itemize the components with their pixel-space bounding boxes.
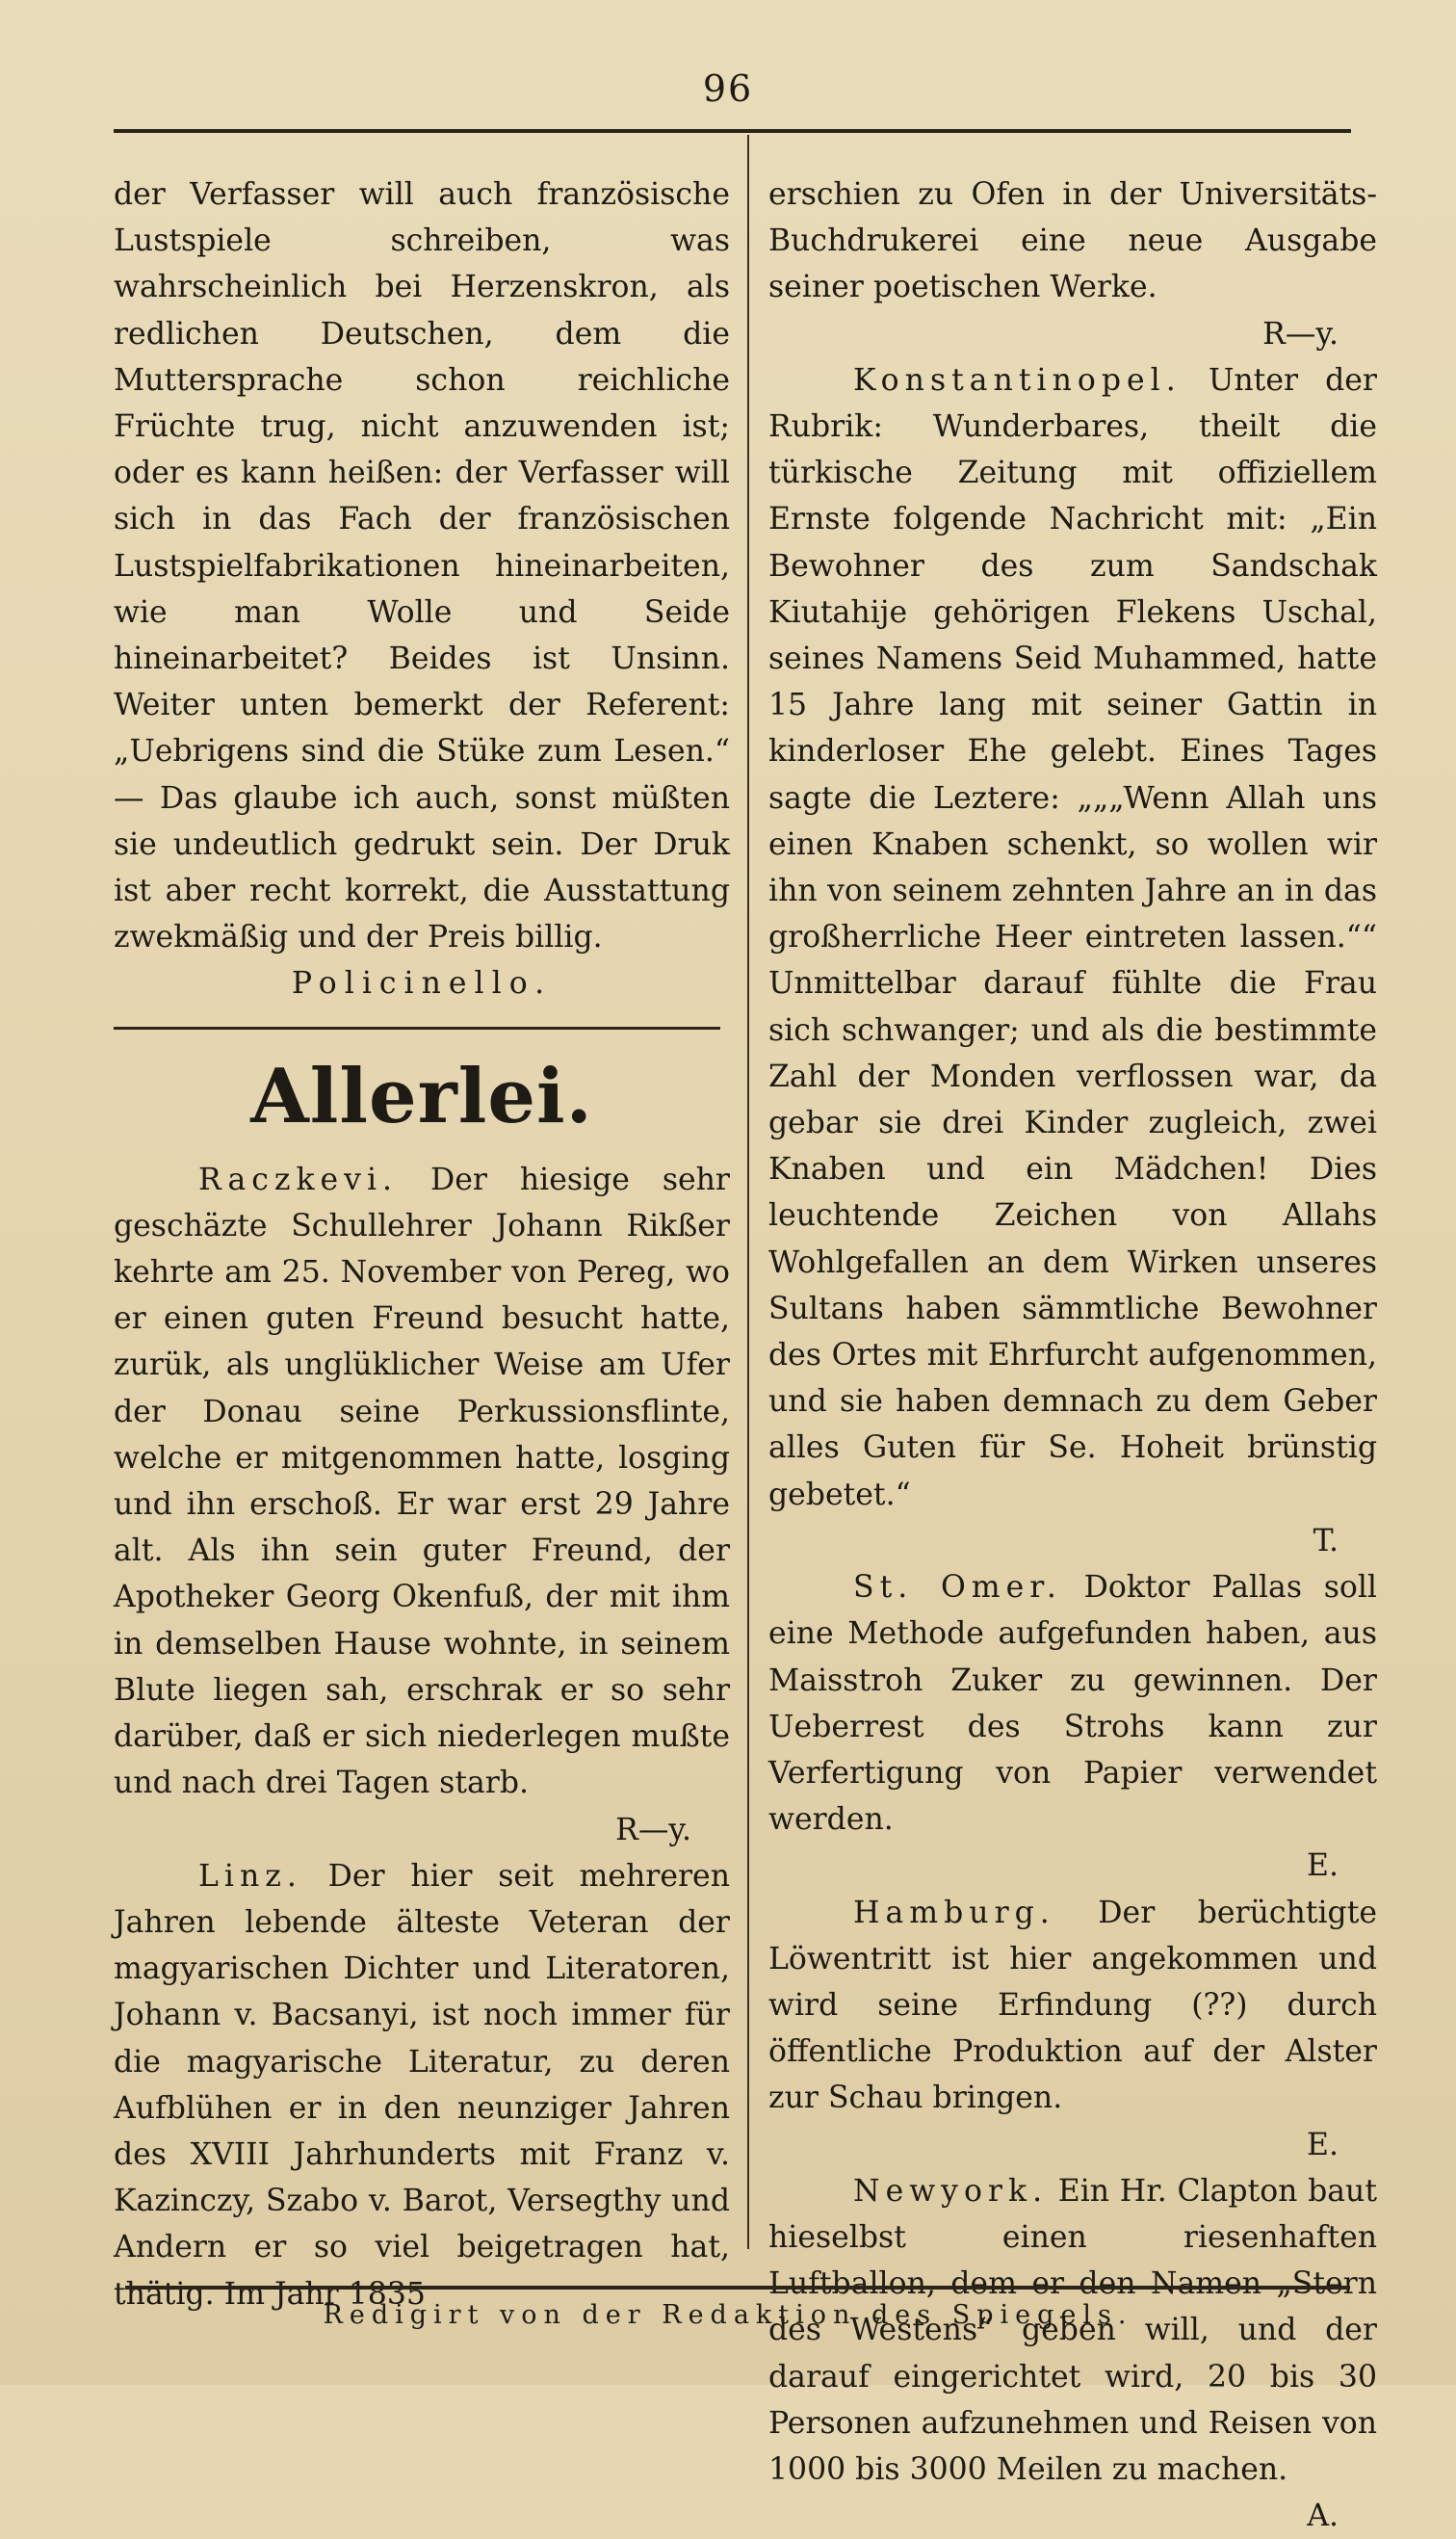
news-item-linz [114,1853,730,2317]
right-column [768,171,1377,2539]
left-column [114,171,730,2317]
news-item-hamburg [768,1890,1377,2122]
news-item-konstantinopel [768,357,1377,1518]
review-signature: Policinello. [291,966,553,1002]
news-signature: R—y. [1262,316,1339,352]
news-place: Linz. [198,1858,302,1894]
column-divider [747,135,749,2249]
news-signature: A. [1307,2499,1339,2534]
news-item-raczkevi [114,1157,730,1807]
news-place: Raczkevi. [198,1162,399,1197]
news-text: Doktor Pallas soll eine Methode aufgefunden haben, aus Maisstroh Zuker zu gewinnen. Der Ueberrest des Strohs kann zur Verfertigung von Papier verwendet werden. [768,1570,1377,1838]
footer-imprint: Redigirt von der Redaktion des Spiegels. [323,2300,1133,2330]
page-number: 96 [702,67,754,110]
news-signature: R—y. [615,1812,691,1847]
news-text: Der berüchtigte Löwentritt ist hier angekommen und wird seine Erfindung (??) durch öffentliche Produktion auf der Alster zur Schau bringen. [768,1895,1378,2116]
news-text: Der hier seit mehreren Jahren lebende älteste Veteran der magyarischen Dichter und Literatoren, Johann v. Bacsanyi, ist noch immer für die magyarische Literatur, zu deren Aufblühen er in den neunziger Jahren des XVIII Jahrhunderts mit Franz v. Kazinczy, Szabo v. Barot, Versegthy und Andern er so viel beigetragen hat, thätig. Im Jahr 1835 [114,1858,730,2312]
news-place: Hamburg. [853,1895,1055,1930]
news-place: Newyork. [853,2173,1049,2209]
news-item-st-omer [768,1564,1377,1843]
news-item-newyork [768,2168,1377,2493]
news-signature: E. [1306,2127,1339,2162]
footer-rule [125,2286,1350,2290]
news-place: Konstantinopel. [853,362,1182,398]
review-continuation: der Verfasser will auch französische Lustspiele schreiben, was wahrscheinlich bei Herzenskron, als redlichen Deutschen, dem die Muttersprache schon reichliche Früchte trug, nicht anzuwenden ist; oder es kann heißen: der Verfasser will sich in das Fach der französischen Lustspielfabrikationen hineinarbeiten, wie man Wolle und Seide hineinarbeitet? Beides ist Unsinn. Weiter unten bemerkt der Referent: „Uebrigens sind die Stüke zum Lesen.“ — Das glaube ich auch, sonst müßten sie undeutlich gedrukt sein. Der Druk ist aber recht korrekt, die Ausstattung zwekmäßig und der Preis billig. [114,177,730,955]
news-text: Unter der Rubrik: Wunderbares, theilt die türkische Zeitung mit offiziellem Ernste folgende Nachricht mit: „Ein Bewohner des zum Sandschak Kiutahije gehörigen Flekens Uschal, seines Namens Seid Muhammed, hatte 15 Jahre lang mit seiner Gattin in kinderloser Ehe gelebt. Eines Tages sagte die Leztere: „„„Wenn Allah uns einen Knaben schenkt, so wollen wir ihn von seinem zehnten Jahre an in das großherrliche Heer eintreten lassen.““ Unmittelbar darauf fühlte die Frau sich schwanger; und als die bestimmte Zahl der Monden verflossen war, da gebar sie drei Kinder zugleich, zwei Knaben und ein Mädchen! Dies leuchtende Zeichen von Allahs Wohlgefallen an dem Wirken unseres Sultans haben sämmtliche Bewohner des Ortes mit Ehrfurcht aufgenommen, und sie haben demnach zu dem Geber alles Guten für Se. Hoheit brünstig gebetet.“ [768,362,1377,1512]
news-item-linz-continued [768,171,1377,311]
news-signature: T. [1313,1523,1339,1558]
section-title: Allerlei. [250,1052,593,1140]
news-text: Der hiesige sehr geschäzte Schullehrer Johann Rikßer kehrte am 25. November von Pereg, wo er einen guten Freund besucht hatte, zurük, als unglüklicher Weise am Ufer der Donau seine Perkussionsflinte, welche er mitgenommen hatte, losging und ihn erschoß. Er war erst 29 Jahre alt. Als ihn sein guter Freund, der Apotheker Georg Okenfuß, der mit ihm in demselben Hause wohnte, in seinem Blute liegen sah, erschrak er so sehr darüber, daß er sich niederlegen mußte und nach drei Tagen starb. [114,1162,730,1801]
news-text: Ein Hr. Clapton baut hieselbst einen riesenhaften Luftballon, dem er den Namen „Stern des Westens“ geben will, und der darauf eingerichtet wird, 20 bis 30 Personen aufzunehmen und Reisen von 1000 bis 3000 Meilen zu machen. [768,2173,1377,2487]
header-rule [114,129,1351,133]
news-signature: E. [1306,1848,1339,1884]
news-place: St. Omer. [853,1570,1062,1606]
section-rule [114,1027,720,1030]
news-text: erschien zu Ofen in der Universitäts-Buchdrukerei eine neue Ausgabe seiner poetischen Werke. [768,177,1377,305]
